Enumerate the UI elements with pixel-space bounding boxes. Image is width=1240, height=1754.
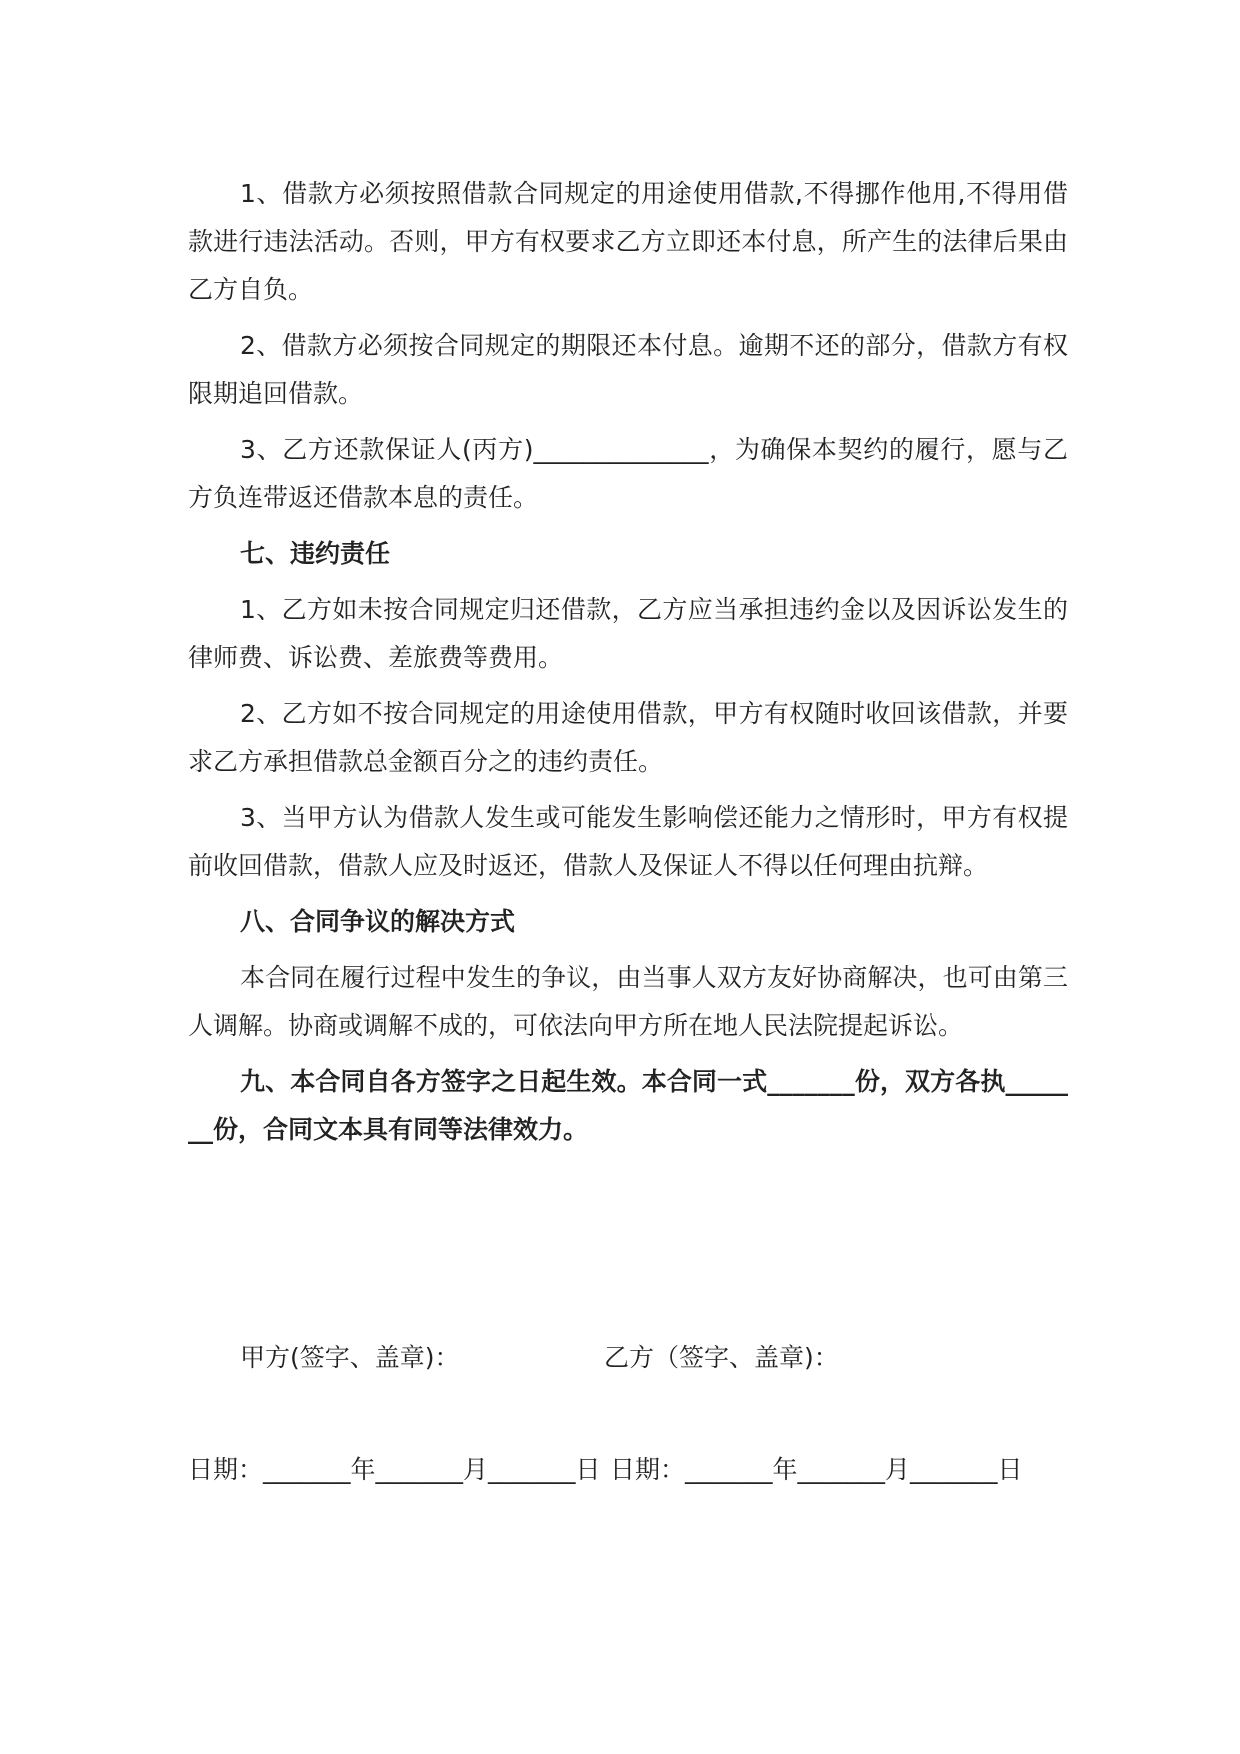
clause-guarantor: 3、乙方还款保证人(丙方)______________，为确保本契约的履行，愿与乙方负连带返还借款本息的责任。 (188, 435, 1068, 512)
clause-breach-1: 1、乙方如未按合同规定归还借款，乙方应当承担违约金以及因诉讼发生的律师费、诉讼费、差旅费等费用。 (188, 595, 1068, 672)
party-b-date: 日期：_______年_______月_______日 (610, 1455, 1023, 1484)
clause-breach-2: 2、乙方如不按合同规定的用途使用借款，甲方有权随时收回该借款，并要求乙方承担借款总金额百分之的违约责任。 (188, 699, 1068, 776)
clause-repayment-1: 1、借款方必须按照借款合同规定的用途使用借款,不得挪作他用,不得用借款进行违法活动。否则，甲方有权要求乙方立即还本付息，所产生的法律后果由乙方自负。 (188, 179, 1068, 304)
clause-dispute: 本合同在履行过程中发生的争议，由当事人双方友好协商解决，也可由第三人调解。协商或调解不成的，可依法向甲方所在地人民法院提起诉讼。 (188, 963, 1068, 1040)
clause-breach-3: 3、当甲方认为借款人发生或可能发生影响偿还能力之情形时，甲方有权提前收回借款，借款人应及时返还，借款人及保证人不得以任何理由抗辩。 (188, 803, 1068, 880)
clause-effectiveness: 九、本合同自各方签字之日起生效。本合同一式_______份，双方各执_______份，合同文本具有同等法律效力。 (188, 1067, 1068, 1144)
contract-body (188, 170, 1068, 1162)
section-heading-breach: 七、违约责任 (240, 539, 391, 568)
party-a-signature-label: 甲方(签字、盖章)： (240, 1343, 460, 1372)
party-a-date: 日期：_______年_______月_______日 (188, 1455, 601, 1484)
clause-repayment-2: 2、借款方必须按合同规定的期限还本付息。逾期不还的部分，借款方有权限期追回借款。 (188, 331, 1068, 408)
party-b-signature-label: 乙方（签字、盖章)： (604, 1343, 839, 1372)
section-heading-dispute: 八、合同争议的解决方式 (240, 907, 516, 936)
